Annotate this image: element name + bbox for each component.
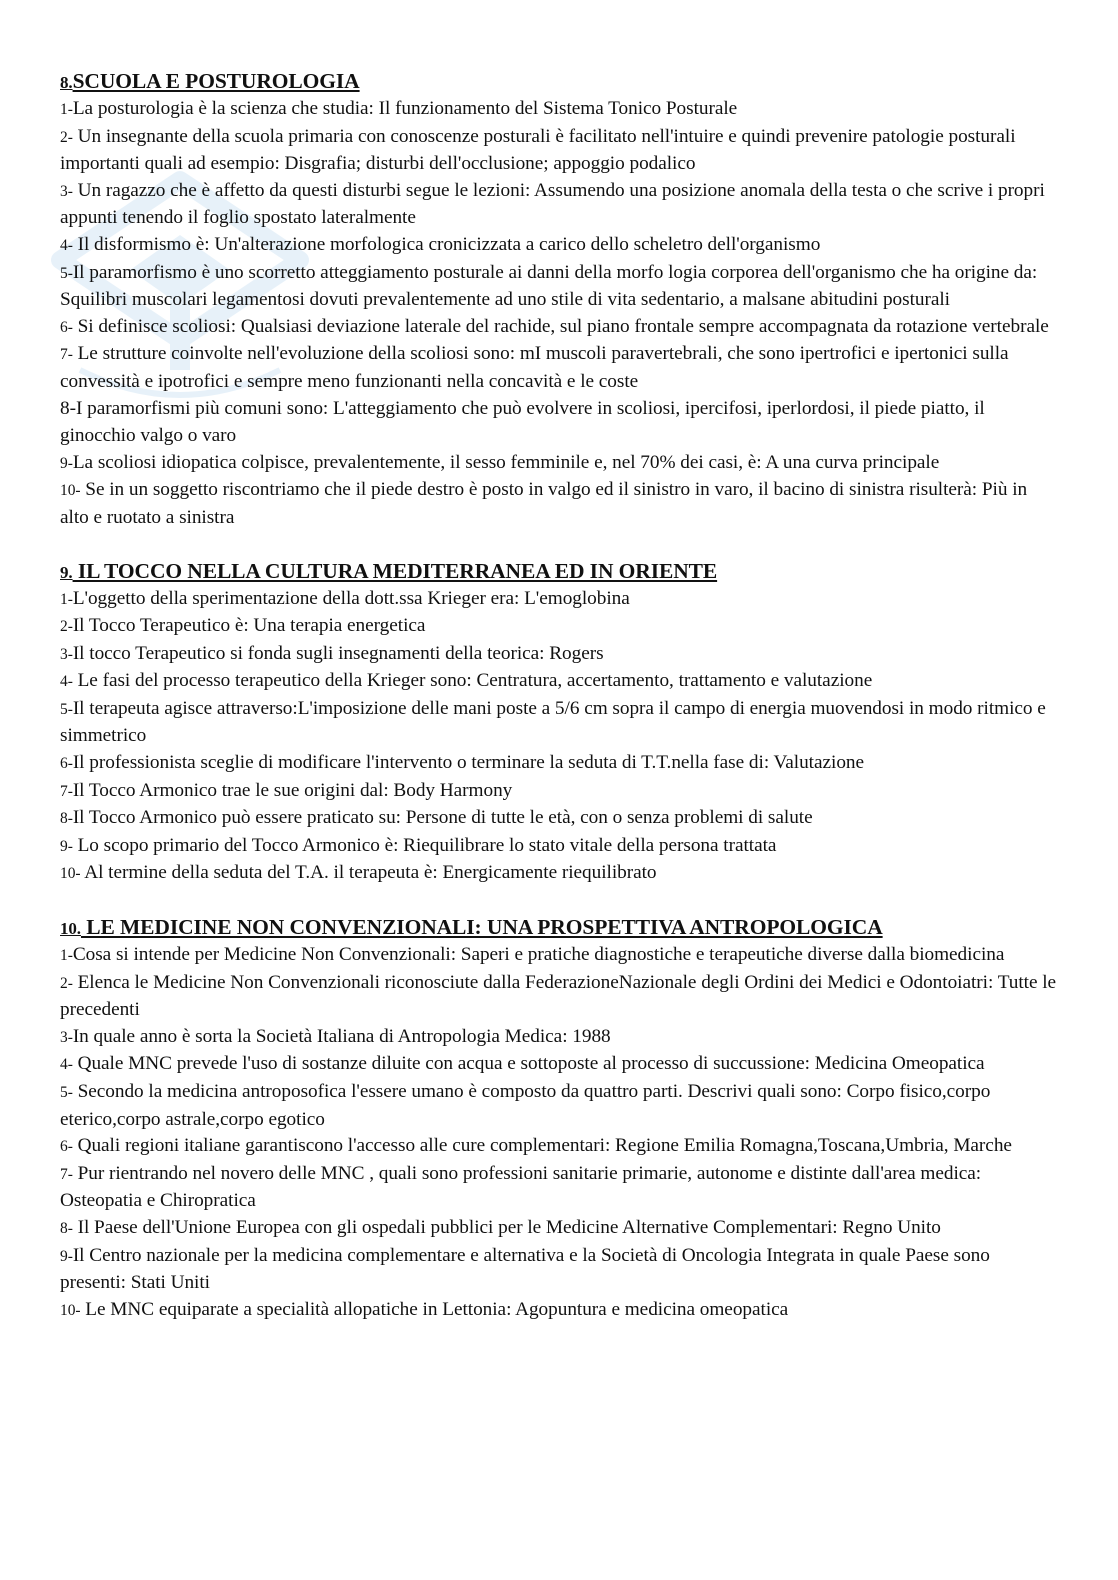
list-item <box>60 1215 1060 1243</box>
item-index: 5- <box>60 1084 73 1101</box>
item-text: Si definisce scoliosi: Qualsiasi deviazione laterale del rachide, sul piano frontale sempre accompagnata da rotazione vertebrale <box>72 315 1049 337</box>
list-item <box>60 833 1060 861</box>
item-text: Il professionista sceglie di modificare l'intervento o terminare la seduta di T.T.nella fase di: Valutazione <box>72 752 865 774</box>
item-text: In quale anno è sorta la Società Italiana di Antropologia Medica: 1988 <box>72 1025 611 1047</box>
item-index: 5- <box>60 700 73 718</box>
item-text: Un ragazzo che è affetto da questi disturbi segue le lezioni: Assumendo una posizione anomala della testa o che scrive i propri appunti tenendo il foglio spostato lateralmente <box>60 179 1045 229</box>
list-item <box>60 668 1060 696</box>
list-item <box>60 1297 1060 1325</box>
item-index: 6- <box>60 1138 73 1156</box>
list-item <box>60 124 1060 178</box>
item-index: 2- <box>60 618 73 636</box>
item-index: 8- <box>60 1219 73 1237</box>
list-item <box>60 970 1060 1024</box>
section-number: 9. <box>60 562 73 582</box>
list-item <box>60 1079 1060 1133</box>
item-index: 3- <box>60 182 73 200</box>
item-text: La posturologia è la scienza che studia: Il funzionamento del Sistema Tonico Posturale <box>72 98 738 119</box>
section-number: 8. <box>60 73 73 92</box>
item-text: Il Paese dell'Unione Europea con gli ospedali pubblici per le Medicine Alternative Complementari: Regno Unito <box>72 1216 941 1238</box>
item-text: La scoliosi idiopatica colpisce, prevalentemente, il sesso femminile e, nel 70% dei casi, è: A una curva principale <box>72 451 940 473</box>
list-item <box>60 805 1060 833</box>
item-text: Secondo la medicina antroposofica l'essere umano è composto da quattro parti. Descrivi quali sono: Corpo fisico,corpo eterico,corpo astrale,corpo egotico <box>60 1081 991 1130</box>
item-text: Pur rientrando nel novero delle MNC , quali sono professioni sanitarie primarie, autonome e distinte dall'area medica: Osteopatia e Chiropratica <box>60 1162 982 1212</box>
list-item <box>60 586 1060 614</box>
item-index: 1- <box>60 947 73 965</box>
item-text: Le MNC equiparate a specialità allopatiche in Lettonia: Agopuntura e medicina omeopatica <box>80 1298 789 1320</box>
list-item <box>60 696 1060 750</box>
item-index: 6- <box>60 318 73 336</box>
item-index: 10- <box>60 482 81 500</box>
list-item <box>60 641 1060 669</box>
item-text: Il terapeuta agisce attraverso:L'imposizione delle mani poste a 5/6 cm sopra il campo di energia muovendosi in modo ritmico e simmetrico <box>60 697 1046 747</box>
item-index: 1- <box>60 101 73 118</box>
item-index: 4- <box>60 236 73 254</box>
list-item <box>60 1243 1060 1297</box>
list-item <box>60 1024 1060 1052</box>
list-item <box>60 477 1060 531</box>
section-title <box>60 558 1060 586</box>
list-item <box>60 613 1060 641</box>
item-text: Il disformismo è: Un'alterazione morfologica cronicizzata a carico dello scheletro dell'organismo <box>72 233 821 255</box>
list-item <box>60 450 1060 478</box>
item-index: 7- <box>60 1165 73 1183</box>
list-item <box>60 778 1060 806</box>
item-index: 9- <box>60 837 73 855</box>
item-index: 1- <box>60 590 73 608</box>
item-text: Se in un soggetto riscontriamo che il piede destro è posto in valgo ed il sinistro in varo, il bacino di sinistra risulterà: Più in alto e ruotato a sinistra <box>60 479 1028 528</box>
list-item <box>60 314 1060 342</box>
section-9 <box>60 558 1060 889</box>
item-text: Il Tocco Terapeutico è: Una terapia energetica <box>72 615 426 637</box>
list-item <box>60 1133 1060 1161</box>
section-10 <box>60 914 1060 1324</box>
list-item <box>60 260 1060 314</box>
section-8 <box>60 68 1060 532</box>
item-index: 6- <box>60 755 73 773</box>
item-text: Il Centro nazionale per la medicina complementare e alternativa e la Società di Oncologia Integrata in quale Paese sono presenti: Stati Uniti <box>60 1244 990 1294</box>
section-title-text: SCUOLA E POSTUROLOGIA <box>72 69 360 93</box>
list-item <box>60 1051 1060 1079</box>
item-text: Un insegnante della scuola primaria con conoscenze posturali è facilitato nell'intuire e quindi prevenire patologie posturali importanti quali ad esempio: Disgrafia; disturbi dell'occlusione; appoggio podalico <box>60 125 1016 175</box>
item-text: Le fasi del processo terapeutico della Krieger sono: Centratura, accertamento, trattamento e valutazione <box>72 670 873 692</box>
item-text: Le strutture coinvolte nell'evoluzione della scoliosi sono: mI muscoli paravertebrali, che sono ipertrofici e ipertonici sulla convessità e ipotrofici e sempre meno funzionanti nella concavità e le coste <box>60 343 1009 392</box>
item-text: Cosa si intende per Medicine Non Convenzionali: Saperi e pratiche diagnostiche e terapeutiche diverse dalla biomedicina <box>72 944 1005 966</box>
item-index: 9- <box>60 454 73 472</box>
list-item <box>60 96 1060 124</box>
item-text: Quali regioni italiane garantiscono l'accesso alle cure complementari: Regione Emilia Romagna,Toscana,Umbria, Marche <box>72 1135 1012 1157</box>
item-index: 10- <box>60 865 81 883</box>
list-item <box>60 1161 1060 1215</box>
item-index: 3- <box>60 1028 73 1046</box>
item-index: 10- <box>60 1301 81 1319</box>
item-text: L'oggetto della sperimentazione della dott.ssa Krieger era: L'emoglobina <box>72 587 630 609</box>
item-index: 2- <box>60 128 73 146</box>
item-index: 9- <box>60 1247 73 1265</box>
section-title <box>60 68 1060 96</box>
item-index: 4- <box>60 1056 73 1074</box>
item-text: Al termine della seduta del T.A. il terapeuta è: Energicamente riequilibrato <box>80 862 657 884</box>
list-item <box>60 232 1060 260</box>
list-item <box>60 341 1060 395</box>
item-index: 3- <box>60 645 73 663</box>
section-number: 10. <box>60 919 81 939</box>
item-text: Il Tocco Armonico trae le sue origini dal: Body Harmony <box>72 779 513 801</box>
item-text: Elenca le Medicine Non Convenzionali riconosciute dalla FederazioneNazionale degli Ordini dei Medici e Odontoiatri: Tutte le precedenti <box>60 971 1057 1021</box>
section-title-text: IL TOCCO NELLA CULTURA MEDITERRANEA ED IN ORIENTE <box>72 558 718 583</box>
item-index: 7- <box>60 346 73 364</box>
item-text: 8-I paramorfismi più comuni sono: L'atteggiamento che può evolvere in scoliosi, ipercifosi, iperlordosi, il piede piatto, il ginocchio valgo o varo <box>60 397 985 447</box>
list-item <box>60 396 1060 450</box>
section-title <box>60 914 1060 942</box>
list-item <box>60 860 1060 888</box>
list-item <box>60 178 1060 232</box>
item-index: 5- <box>60 264 73 282</box>
item-text: Il Tocco Armonico può essere praticato su: Persone di tutte le età, con o senza problemi di salute <box>72 807 813 829</box>
item-index: 7- <box>60 782 73 800</box>
item-index: 8- <box>60 810 73 828</box>
document-content <box>60 68 1060 1350</box>
section-title-text: LE MEDICINE NON CONVENZIONALI: UNA PROSPETTIVA ANTROPOLOGICA <box>80 915 883 940</box>
item-text: Il paramorfismo è uno scorretto atteggiamento posturale ai danni della morfo logia corporea dell'organismo che ha origine da: Squilibri muscolari legamentosi dovuti prevalentemente ad uno stile di vita sedentario, a malsane abitudini posturali <box>60 261 1038 311</box>
item-index: 2- <box>60 974 73 992</box>
item-text: Il tocco Terapeutico si fonda sugli insegnamenti della teorica: Rogers <box>72 642 604 664</box>
item-text: Quale MNC prevede l'uso di sostanze diluite con acqua e sottoposte al processo di succussione: Medicina Omeopatica <box>72 1053 985 1075</box>
item-index: 4- <box>60 673 73 691</box>
item-text: Lo scopo primario del Tocco Armonico è: Riequilibrare lo stato vitale della persona trattata <box>72 834 777 856</box>
list-item <box>60 750 1060 778</box>
list-item <box>60 942 1060 970</box>
